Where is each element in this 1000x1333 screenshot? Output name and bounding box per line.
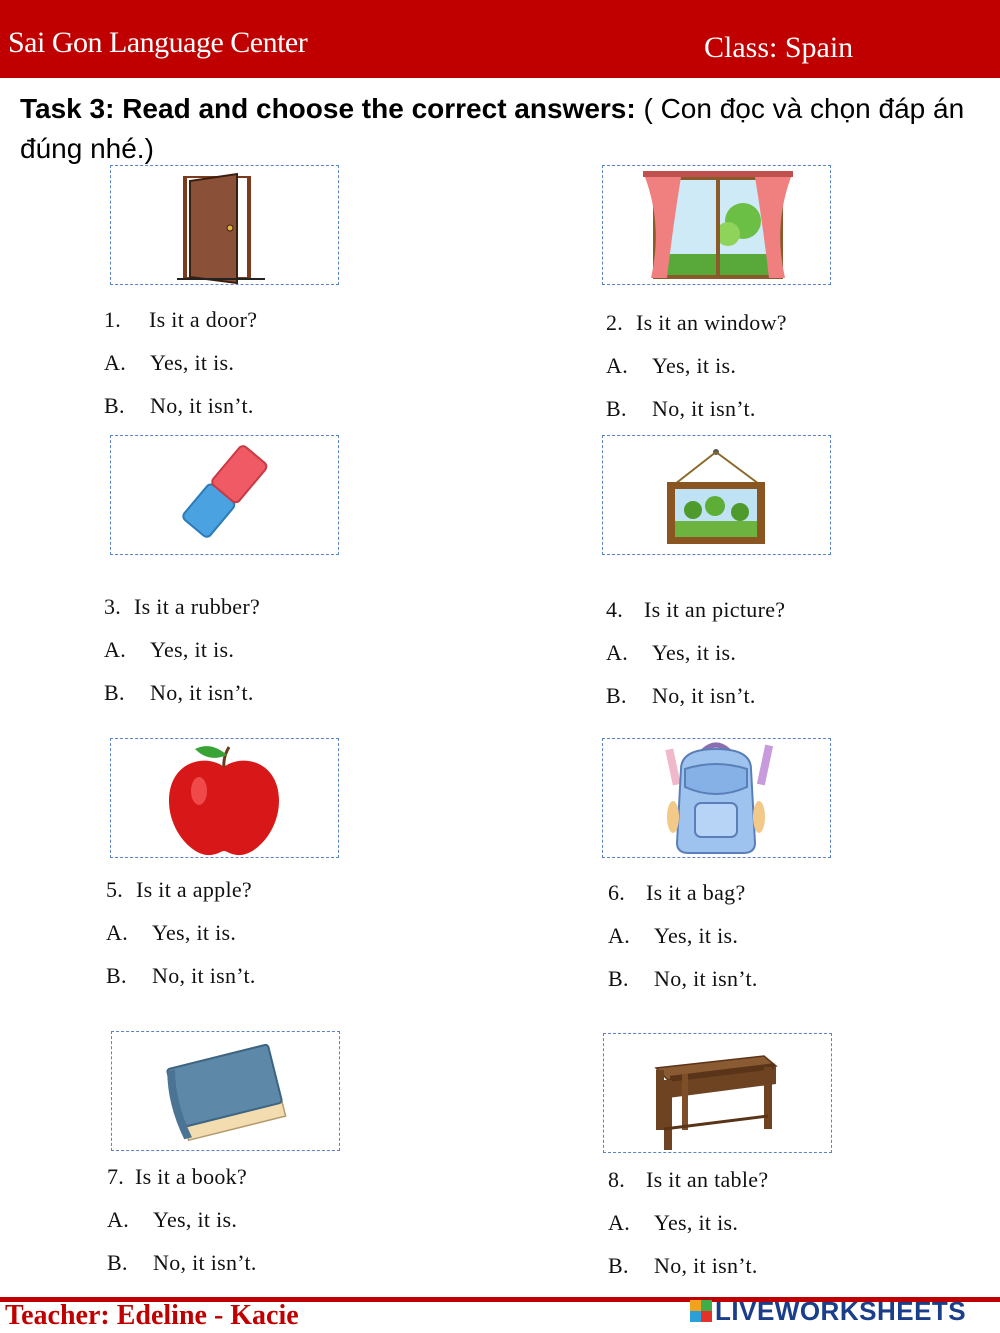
question-number: 2. <box>606 310 624 335</box>
question-text: Is it a rubber? <box>134 594 261 619</box>
question-text: Is it a apple? <box>136 877 252 902</box>
option-6a[interactable] <box>608 923 738 949</box>
option-text: Yes, it is. <box>153 1207 238 1232</box>
task-title <box>20 89 980 169</box>
question-8 <box>608 1167 768 1193</box>
question-number: 8. <box>608 1167 626 1192</box>
option-text: No, it isn’t. <box>150 393 254 418</box>
question-text: Is it an picture? <box>644 597 786 622</box>
question-text: Is it an table? <box>646 1167 769 1192</box>
option-text: Yes, it is. <box>152 920 237 945</box>
question-number: 3. <box>104 594 122 619</box>
option-text: No, it isn’t. <box>654 966 758 991</box>
center-name: Sai Gon Language Center <box>8 26 308 59</box>
option-3b[interactable] <box>104 680 254 706</box>
option-letter: A. <box>104 637 126 662</box>
question-2 <box>606 310 787 336</box>
option-text: No, it isn’t. <box>652 683 756 708</box>
option-8b[interactable] <box>608 1253 758 1279</box>
apple-icon <box>111 739 338 857</box>
liveworksheets-logo[interactable] <box>690 1296 966 1326</box>
teacher-name: Teacher: Edeline - Kacie <box>5 1300 299 1331</box>
option-7a[interactable] <box>107 1207 237 1233</box>
option-text: Yes, it is. <box>652 353 737 378</box>
window-image <box>602 165 831 285</box>
option-letter: A. <box>608 923 630 948</box>
option-text: Yes, it is. <box>652 640 737 665</box>
option-text: Yes, it is. <box>654 1210 739 1235</box>
question-number: 6. <box>608 880 626 905</box>
option-letter: B. <box>106 963 127 988</box>
option-letter: A. <box>608 1210 630 1235</box>
question-number: 5. <box>106 877 124 902</box>
option-letter: A. <box>606 640 628 665</box>
question-3 <box>104 594 260 620</box>
option-text: No, it isn’t. <box>654 1253 758 1278</box>
option-text: No, it isn’t. <box>152 963 256 988</box>
option-1b[interactable] <box>104 393 254 419</box>
question-number: 1. <box>104 307 122 332</box>
question-4 <box>606 597 785 623</box>
option-letter: A. <box>107 1207 129 1232</box>
option-letter: B. <box>104 680 125 705</box>
option-letter: B. <box>107 1250 128 1275</box>
book-icon <box>112 1032 339 1150</box>
option-text: No, it isn’t. <box>153 1250 257 1275</box>
question-6 <box>608 880 746 906</box>
option-6b[interactable] <box>608 966 758 992</box>
option-2b[interactable] <box>606 396 756 422</box>
option-text: No, it isn’t. <box>652 396 756 421</box>
apple-image <box>110 738 339 858</box>
option-letter: A. <box>606 353 628 378</box>
question-number: 7. <box>107 1164 125 1189</box>
book-image <box>111 1031 340 1151</box>
question-text: Is it a door? <box>149 307 258 332</box>
backpack-icon <box>603 739 830 857</box>
bag-image <box>602 738 831 858</box>
header-bar <box>0 0 1000 78</box>
option-1a[interactable] <box>104 350 234 376</box>
option-8a[interactable] <box>608 1210 738 1236</box>
picture-image <box>602 435 831 555</box>
question-1 <box>104 307 257 333</box>
option-text: Yes, it is. <box>654 923 739 948</box>
option-4b[interactable] <box>606 683 756 709</box>
class-name: Class: Spain <box>704 31 854 64</box>
option-4a[interactable] <box>606 640 736 666</box>
option-letter: A. <box>104 350 126 375</box>
question-text: Is it a bag? <box>646 880 746 905</box>
option-2a[interactable] <box>606 353 736 379</box>
liveworksheets-wordmark: LIVEWORKSHEETS <box>715 1295 967 1326</box>
task-title-bold: Task 3: Read and choose the correct answers: <box>20 93 636 124</box>
window-icon <box>603 166 830 284</box>
option-letter: B. <box>608 1253 629 1278</box>
question-number: 4. <box>606 597 624 622</box>
door-image <box>110 165 339 285</box>
option-text: Yes, it is. <box>150 637 235 662</box>
question-text: Is it a book? <box>135 1164 248 1189</box>
table-image <box>603 1033 832 1153</box>
option-3a[interactable] <box>104 637 234 663</box>
option-7b[interactable] <box>107 1250 257 1276</box>
question-7 <box>107 1164 247 1190</box>
option-text: No, it isn’t. <box>150 680 254 705</box>
option-letter: B. <box>606 683 627 708</box>
question-5 <box>106 877 252 903</box>
option-letter: B. <box>606 396 627 421</box>
option-text: Yes, it is. <box>150 350 235 375</box>
liveworksheets-icon <box>690 1300 712 1322</box>
question-text: Is it an window? <box>636 310 787 335</box>
option-letter: A. <box>106 920 128 945</box>
picture-frame-icon <box>603 436 830 554</box>
table-icon <box>604 1034 831 1152</box>
option-letter: B. <box>608 966 629 991</box>
rubber-image <box>110 435 339 555</box>
option-5a[interactable] <box>106 920 236 946</box>
door-icon <box>111 166 338 284</box>
rubber-icon <box>111 436 338 554</box>
option-letter: B. <box>104 393 125 418</box>
task-title-rest: ( Con đọc và chọn đáp án đúng nhé.) <box>20 93 965 164</box>
option-5b[interactable] <box>106 963 256 989</box>
